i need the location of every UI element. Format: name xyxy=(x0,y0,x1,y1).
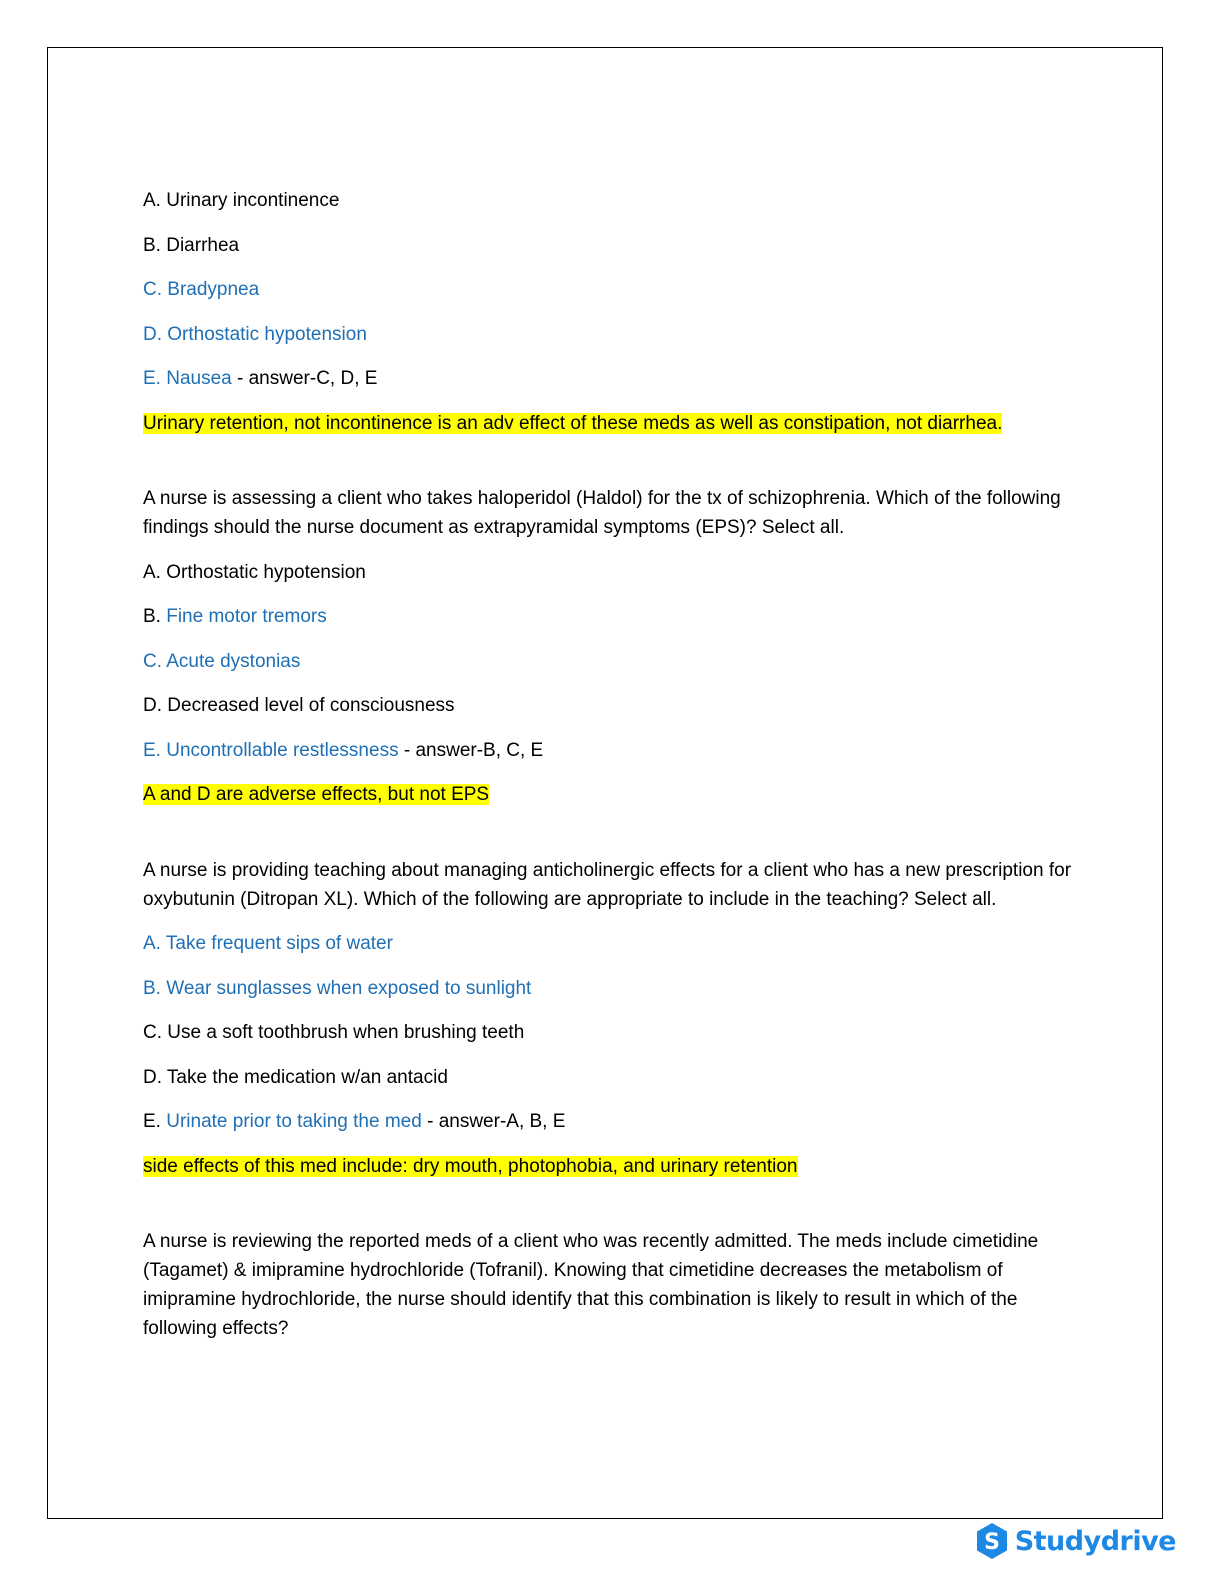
q1-option-c: C. Bradypnea xyxy=(143,279,260,300)
q3-answer: - answer-A, B, E xyxy=(421,1111,566,1132)
studydrive-brand-name: Studydrive xyxy=(1014,1525,1176,1557)
q3-option-d: D. Take the medication w/an antacid xyxy=(143,1066,448,1088)
q1-option-e: E. Nausea xyxy=(143,368,232,389)
studydrive-logo-icon xyxy=(975,1522,1009,1560)
q1-option-e-row xyxy=(143,364,1073,393)
q2-option-e: E. Uncontrollable restlessness xyxy=(143,739,399,761)
q3-question: A nurse is providing teaching about managing anticholinergic effects for a client who has a new prescription for oxybutunin (Ditropan XL). Which of the following are appropriate to include in the teaching? Select all. xyxy=(143,859,1072,910)
q3-option-e-row xyxy=(143,1107,1073,1136)
q2-option-a: A. Orthostatic hypotension xyxy=(143,561,366,583)
q1-option-a: A. Urinary incontinence xyxy=(143,190,340,211)
q2-option-e-row xyxy=(143,736,1073,765)
q2-option-b: Fine motor tremors xyxy=(160,606,327,627)
q3-option-e: Urinate prior to taking the med xyxy=(160,1111,422,1132)
q2-question: A nurse is assessing a client who takes haloperidol (Haldol) for the tx of schizophrenia. Which of the following findings should the nurse document as extrapyramidal symptoms (EPS)? Select all. xyxy=(143,488,1061,538)
q2-option-d: D. Decreased level of consciousness xyxy=(143,695,455,716)
q3-option-c: C. Use a soft toothbrush when brushing teeth xyxy=(143,1022,525,1043)
q4-question: A nurse is reviewing the reported meds of a client who was recently admitted. The meds include cimetidine (Tagamet) & imipramine hydrochloride (Tofranil). Knowing that cimetidine decreases the metabolism of imipramine hydrochloride, the nurse should identify that this combination is likely to result in which of the following effects? xyxy=(143,1231,1039,1339)
q2-answer: - answer-B, C, E xyxy=(398,739,544,761)
q3-rationale: side effects of this med include: dry mouth, photophobia, and urinary retention xyxy=(143,1155,798,1177)
document-content xyxy=(143,186,1073,1359)
q3-option-b: B. Wear sunglasses when exposed to sunlight xyxy=(143,977,532,999)
q1-answer: - answer-C, D, E xyxy=(231,368,378,389)
studydrive-brand[interactable] xyxy=(975,1520,1176,1562)
q2-option-b-prefix: B. xyxy=(143,606,161,627)
q2-option-c: C. Acute dystonias xyxy=(143,650,301,672)
q3-option-a: A. Take frequent sips of water xyxy=(143,933,393,954)
q1-option-b: B. Diarrhea xyxy=(143,234,240,256)
q2-rationale: A and D are adverse effects, but not EPS xyxy=(143,784,490,805)
q1-rationale: Urinary retention, not incontinence is an adv effect of these meds as well as constipation, not diarrhea. xyxy=(143,412,1003,434)
svg-text:S: S xyxy=(983,1530,1000,1555)
q2-option-b-row xyxy=(143,602,1073,631)
q3-option-e-prefix: E. xyxy=(143,1111,161,1132)
q1-option-d: D. Orthostatic hypotension xyxy=(143,323,367,345)
